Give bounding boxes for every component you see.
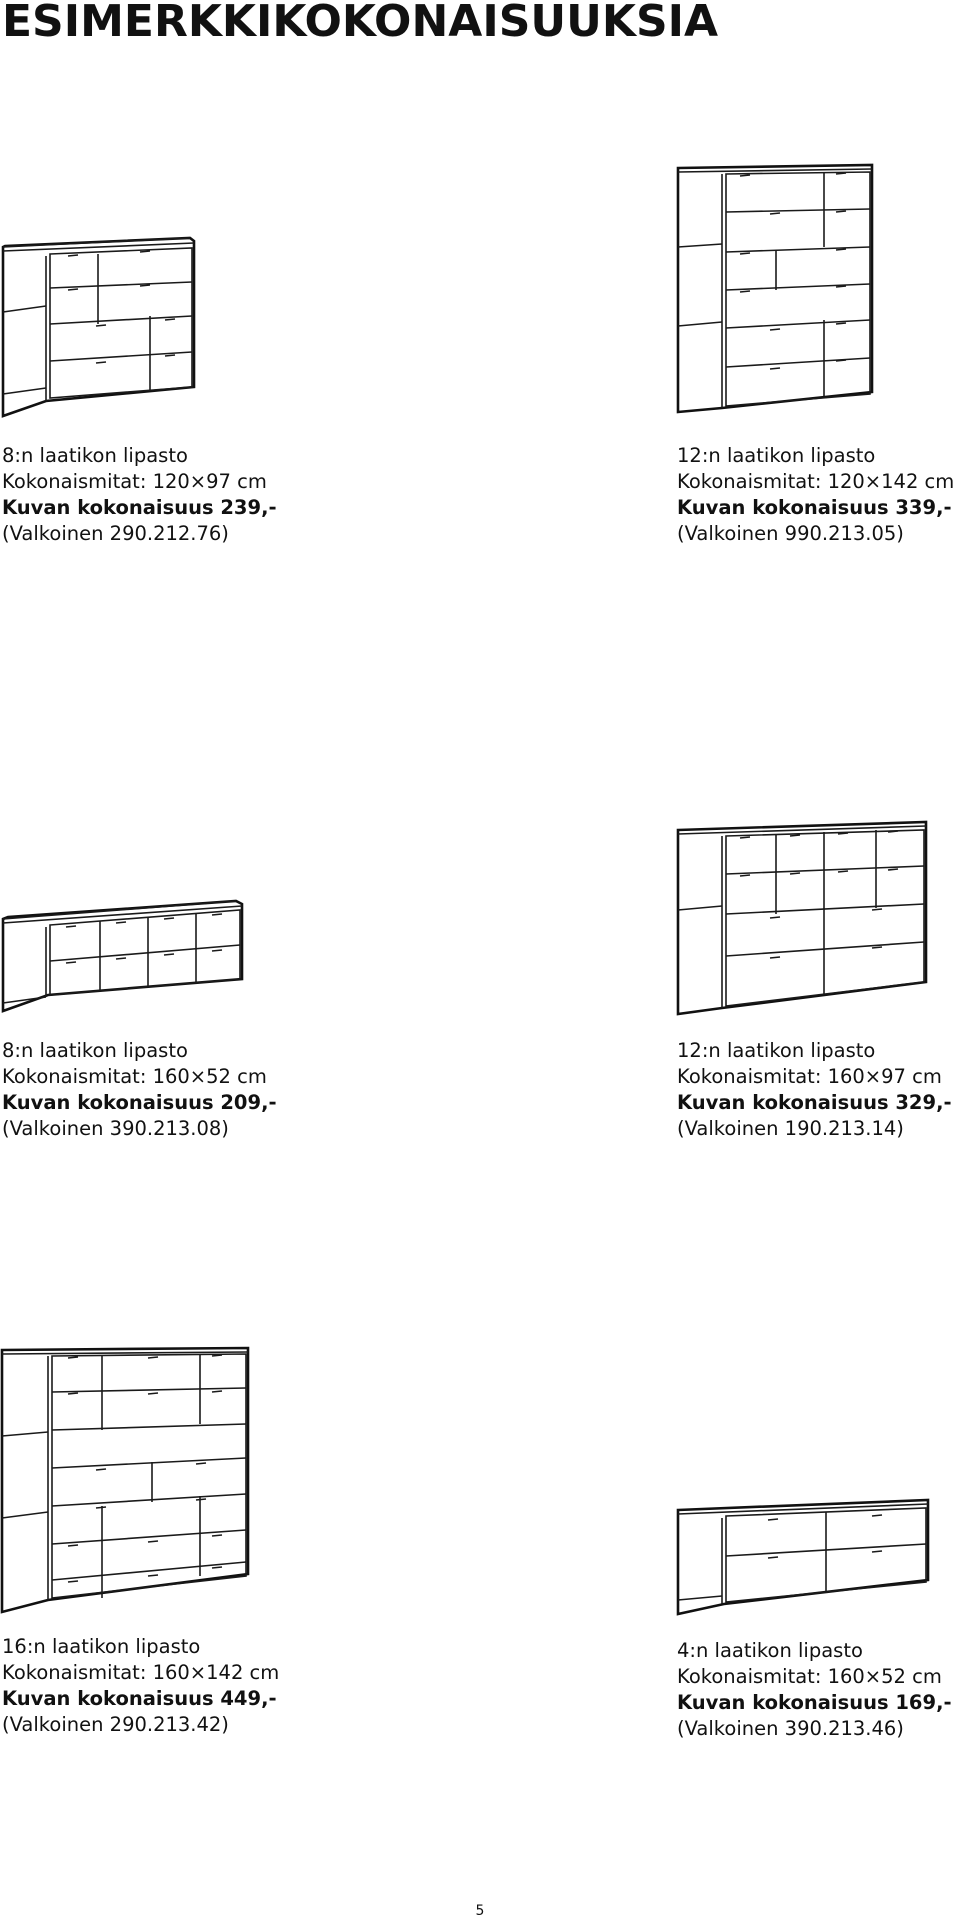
product-dimensions: Kokonaismitat: 160×142 cm (2, 1661, 280, 1684)
product-dimensions: Kokonaismitat: 120×142 cm (677, 470, 955, 493)
product-dimensions: Kokonaismitat: 120×97 cm (2, 470, 267, 493)
product-dimensions: Kokonaismitat: 160×52 cm (2, 1065, 267, 1088)
product-price: Kuvan kokonaisuus 449,- (2, 1687, 277, 1710)
product-price: Kuvan kokonaisuus 329,- (677, 1091, 952, 1114)
product-code: (Valkoinen 290.212.76) (2, 522, 229, 545)
product-price: Kuvan kokonaisuus 169,- (677, 1691, 952, 1714)
chest-of-drawers-icon (676, 818, 932, 1018)
page-title: ESIMERKKIKOKONAISUUKSIA (2, 0, 719, 47)
chest-of-drawers-icon (0, 1346, 252, 1618)
product-code: (Valkoinen 190.213.14) (677, 1117, 904, 1140)
product-name: 4:n laatikon lipasto (677, 1639, 863, 1662)
product-name: 16:n laatikon lipasto (2, 1635, 201, 1658)
product-code: (Valkoinen 990.213.05) (677, 522, 904, 545)
product-price: Kuvan kokonaisuus 239,- (2, 496, 277, 519)
product-dimensions: Kokonaismitat: 160×97 cm (677, 1065, 942, 1088)
page-number: 5 (475, 1903, 485, 1919)
product-code: (Valkoinen 290.213.42) (2, 1713, 229, 1736)
chest-of-drawers-icon (0, 230, 200, 420)
product-name: 8:n laatikon lipasto (2, 444, 188, 467)
product-name: 12:n laatikon lipasto (677, 444, 876, 467)
chest-of-drawers-icon (676, 162, 876, 422)
product-code: (Valkoinen 390.213.46) (677, 1717, 904, 1740)
product-dimensions: Kokonaismitat: 160×52 cm (677, 1665, 942, 1688)
product-code: (Valkoinen 390.213.08) (2, 1117, 229, 1140)
product-price: Kuvan kokonaisuus 339,- (677, 496, 952, 519)
chest-of-drawers-icon (0, 893, 250, 1015)
product-price: Kuvan kokonaisuus 209,- (2, 1091, 277, 1114)
chest-of-drawers-icon (676, 1494, 932, 1618)
product-name: 12:n laatikon lipasto (677, 1039, 876, 1062)
product-name: 8:n laatikon lipasto (2, 1039, 188, 1062)
